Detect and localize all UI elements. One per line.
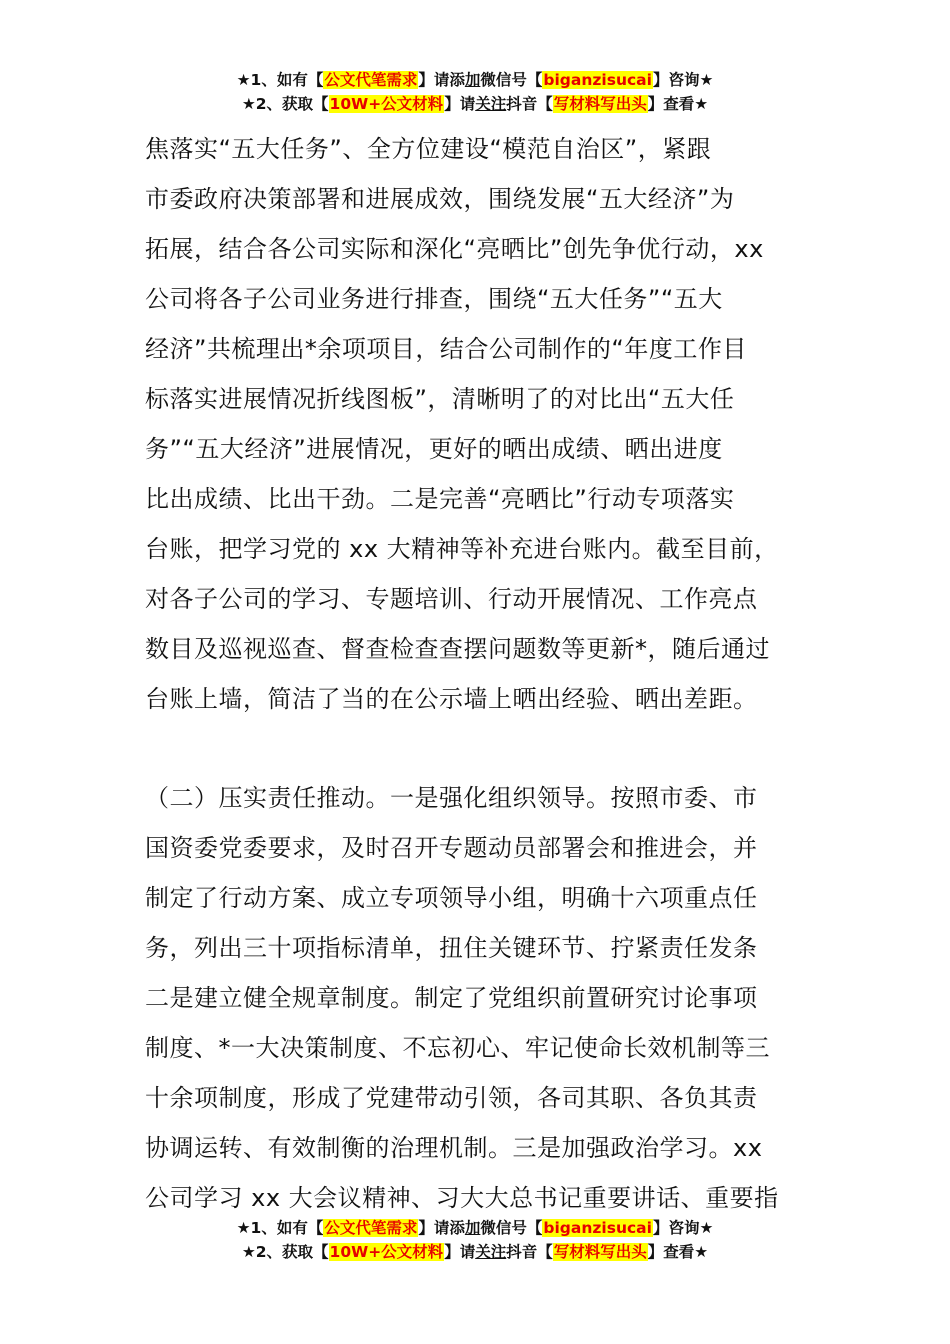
text-line: 十余项制度，形成了党建带动引领，各司其职、各负其责 xyxy=(145,1084,758,1112)
banner-text: 】咨询★ xyxy=(652,1219,714,1237)
text-line: 经济”共梳理出*余项项目，结合公司制作的“年度工作目 xyxy=(145,335,747,363)
text-line: 拓展，结合各公司实际和深化“亮晒比”创先争优行动，xx xyxy=(145,235,764,263)
banner-text: 】请添 xyxy=(418,1219,465,1237)
banner-underlined-text: 关注 xyxy=(475,1243,507,1261)
banner-text: ★1、如有【 xyxy=(236,71,324,89)
text-line: 制定了行动方案、成立专项领导小组，明确十六项重点任 xyxy=(145,884,758,912)
text-line: 公司将各子公司业务进行排查，围绕“五大任务”“五大 xyxy=(145,285,723,313)
banner-text: 微信号【 xyxy=(480,1219,543,1237)
banner-text: 抖音【 xyxy=(506,1243,553,1261)
text-line: 国资委党委要求，及时召开专题动员部署会和推进会，并 xyxy=(145,834,758,862)
banner-line-1 xyxy=(0,68,950,92)
text-line: 市委政府决策部署和进展成效，围绕发展“五大经济”为 xyxy=(145,185,735,213)
text-line: 数目及巡视巡查、督查检查查摆问题数等更新*，随后通过 xyxy=(145,635,770,663)
banner-highlight: 写材料写出头 xyxy=(553,95,647,113)
banner-text: 】咨询★ xyxy=(652,71,714,89)
text-line: 公司学习 xx 大会议精神、习大大总书记重要讲话、重要指 xyxy=(145,1184,779,1212)
banner-underlined-text: 加 xyxy=(464,1219,481,1237)
banner-highlight: 10W+公文材料 xyxy=(329,1243,444,1261)
banner-text: 抖音【 xyxy=(506,95,553,113)
section-heading-line: （二）压实责任推动。一是强化组织领导。按照市委、市 xyxy=(145,784,758,812)
text-line: 台账上墙，简洁了当的在公示墙上晒出经验、晒出差距。 xyxy=(145,685,758,713)
header-banner xyxy=(0,68,950,116)
banner-text: 】查看★ xyxy=(647,95,709,113)
banner-highlight: biganzisucai xyxy=(543,1219,652,1237)
banner-text: ★2、获取【 xyxy=(241,1243,329,1261)
paragraph-2 xyxy=(145,773,810,1223)
banner-line-2 xyxy=(0,1240,950,1264)
footer-banner xyxy=(0,1216,950,1264)
text-line: 务，列出三十项指标清单，扭住关键环节、拧紧责任发条 xyxy=(145,934,758,962)
paragraph-1 xyxy=(145,124,810,724)
banner-line-1 xyxy=(0,1216,950,1240)
text-line: 二是建立健全规章制度。制定了党组织前置研究讨论事项 xyxy=(145,984,758,1012)
banner-text: 】请添 xyxy=(418,71,465,89)
banner-underlined-text: 关注 xyxy=(475,95,507,113)
text-line: 比出成绩、比出干劲。二是完善“亮晒比”行动专项落实 xyxy=(145,485,735,513)
banner-text: ★2、获取【 xyxy=(241,95,329,113)
banner-text: 】请 xyxy=(444,95,476,113)
text-line: 台账，把学习党的 xx 大精神等补充进台账内。截至目前， xyxy=(145,535,779,563)
banner-highlight: 公文代笔需求 xyxy=(324,71,418,89)
text-line: 对各子公司的学习、专题培训、行动开展情况、工作亮点 xyxy=(145,585,758,613)
text-line: 制度、*一大决策制度、不忘初心、牢记使命长效机制等三 xyxy=(145,1034,770,1062)
banner-text: 】查看★ xyxy=(647,1243,709,1261)
banner-underlined-text: 加 xyxy=(464,71,481,89)
banner-highlight: 公文代笔需求 xyxy=(324,1219,418,1237)
text-line: 务”“五大经济”进展情况，更好的晒出成绩、晒出进度 xyxy=(145,435,723,463)
text-line: 标落实进展情况折线图板”，清晰明了的对比出“五大任 xyxy=(145,385,735,413)
text-line: 焦落实“五大任务”、全方位建设“模范自治区”，紧跟 xyxy=(145,135,712,163)
banner-line-2 xyxy=(0,92,950,116)
banner-highlight: 写材料写出头 xyxy=(553,1243,647,1261)
banner-text: ★1、如有【 xyxy=(236,1219,324,1237)
banner-text: 微信号【 xyxy=(480,71,543,89)
text-line: 协调运转、有效制衡的治理机制。三是加强政治学习。xx xyxy=(145,1134,763,1162)
banner-highlight: 10W+公文材料 xyxy=(329,95,444,113)
banner-highlight: biganzisucai xyxy=(543,71,652,89)
banner-text: 】请 xyxy=(444,1243,476,1261)
